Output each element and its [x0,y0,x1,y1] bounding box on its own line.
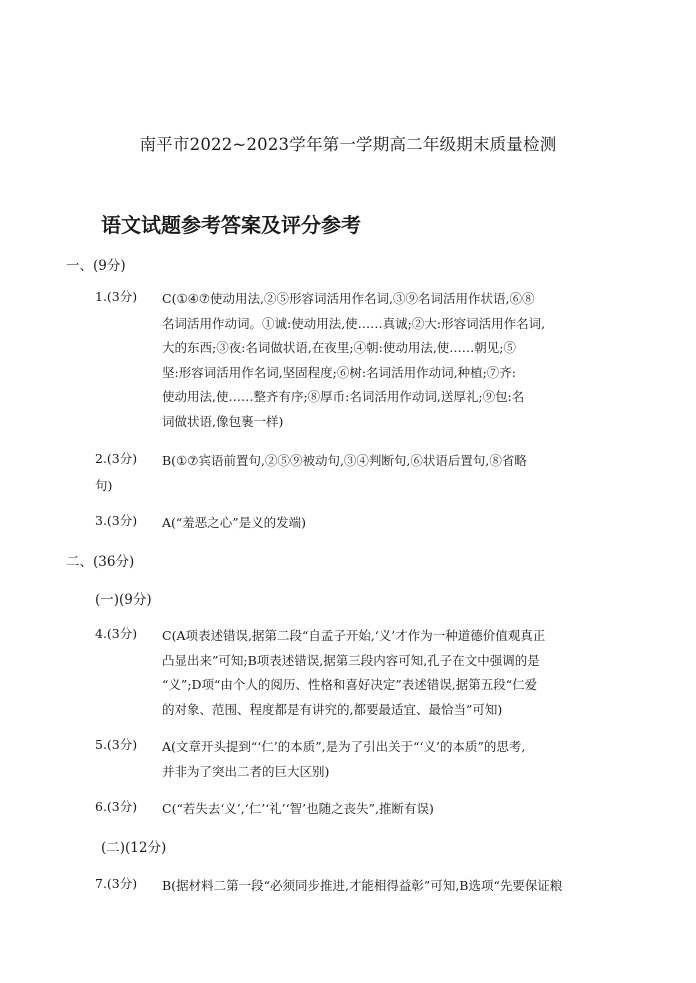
answer-line: B(据材料二第一段“必须同步推进,才能相得益彰”可知,B选项“先要保证粮 [162,878,563,893]
answer-text [162,797,434,822]
question-number: 6.(3分) [95,799,138,814]
question-number: 5.(3分) [95,737,138,752]
answer-text [162,449,527,474]
question-number: 1.(3分) [95,289,138,304]
answer-line: C(“若失去‘义’,‘仁’‘礼’‘智’也随之丧失”,推断有误) [162,801,434,816]
answer-text [162,735,525,784]
answer-text [162,874,562,899]
subsection-1-heading: (一)(9分) [95,592,152,608]
answer-text [162,287,545,435]
answer-line: 词做状语,像包裹一样) [162,413,284,429]
answer-line: “义”;D项“由个人的阅历、性格和喜好决定”表述错误,据第五段“仁爱 [162,677,538,693]
answer-text [95,474,112,499]
answer-text [162,624,545,722]
subsection-2-heading: (二)(12分) [101,840,167,856]
question-number: 2.(3分) [95,451,138,466]
answer-line: 句) [95,478,113,493]
answer-line: 大的东西;③夜:名词做状语,在夜里;④朝:使动用法,使……朝见;⑤ [162,340,517,356]
answer-line: 凸显出来”可知;B项表述错误,据第三段内容可知,孔子在文中强调的是 [162,652,540,668]
question-number: 4.(3分) [95,626,138,641]
answer-line: 并非为了突出二者的巨大区别) [162,763,330,779]
answer-line: A(“羞恶之心”是义的发端) [162,515,307,530]
answer-line: C(①④⑦使动用法,②⑤形容词活用作名词,③⑨名词活用作状语,⑥⑧ [162,291,535,306]
answer-line: B(①⑦宾语前置句,②⑤⑨被动句,③④判断句,⑥状语后置句,⑧省略 [162,453,527,468]
section-1-heading: 一、(9分) [66,258,126,274]
answer-line: 坚:形容词活用作名词,坚固程度;⑥树:名词活用作动词,种植;⑦齐: [162,364,517,380]
document-title: 南平市2022~2023学年第一学期高二年级期末质量检测 [139,135,557,154]
answer-line: 名词活用作动词。①诚:使动用法,使……真诚;②大:形容词活用作名词, [162,315,546,331]
answer-line: C(A项表述错误,据第二段“自孟子开始,‘义’才作为一种道德价值观真正 [162,628,546,643]
answer-line: 的对象、范围、程度都是有讲究的,都要最适宜、最恰当”可知) [162,701,503,717]
answer-line: A(文章开头提到“‘仁’的本质”,是为了引出关于“‘义’的本质”的思考, [162,739,526,754]
question-number: 3.(3分) [95,513,138,528]
answer-line: 使动用法,使……整齐有序;⑧厚币:名词活用作动词,送厚礼;⑨包:名 [162,389,525,405]
section-2-heading: 二、(36分) [66,554,135,570]
question-number: 7.(3分) [95,876,138,891]
answer-text [162,511,306,536]
document-subtitle: 语文试题参考答案及评分参考 [101,213,361,237]
